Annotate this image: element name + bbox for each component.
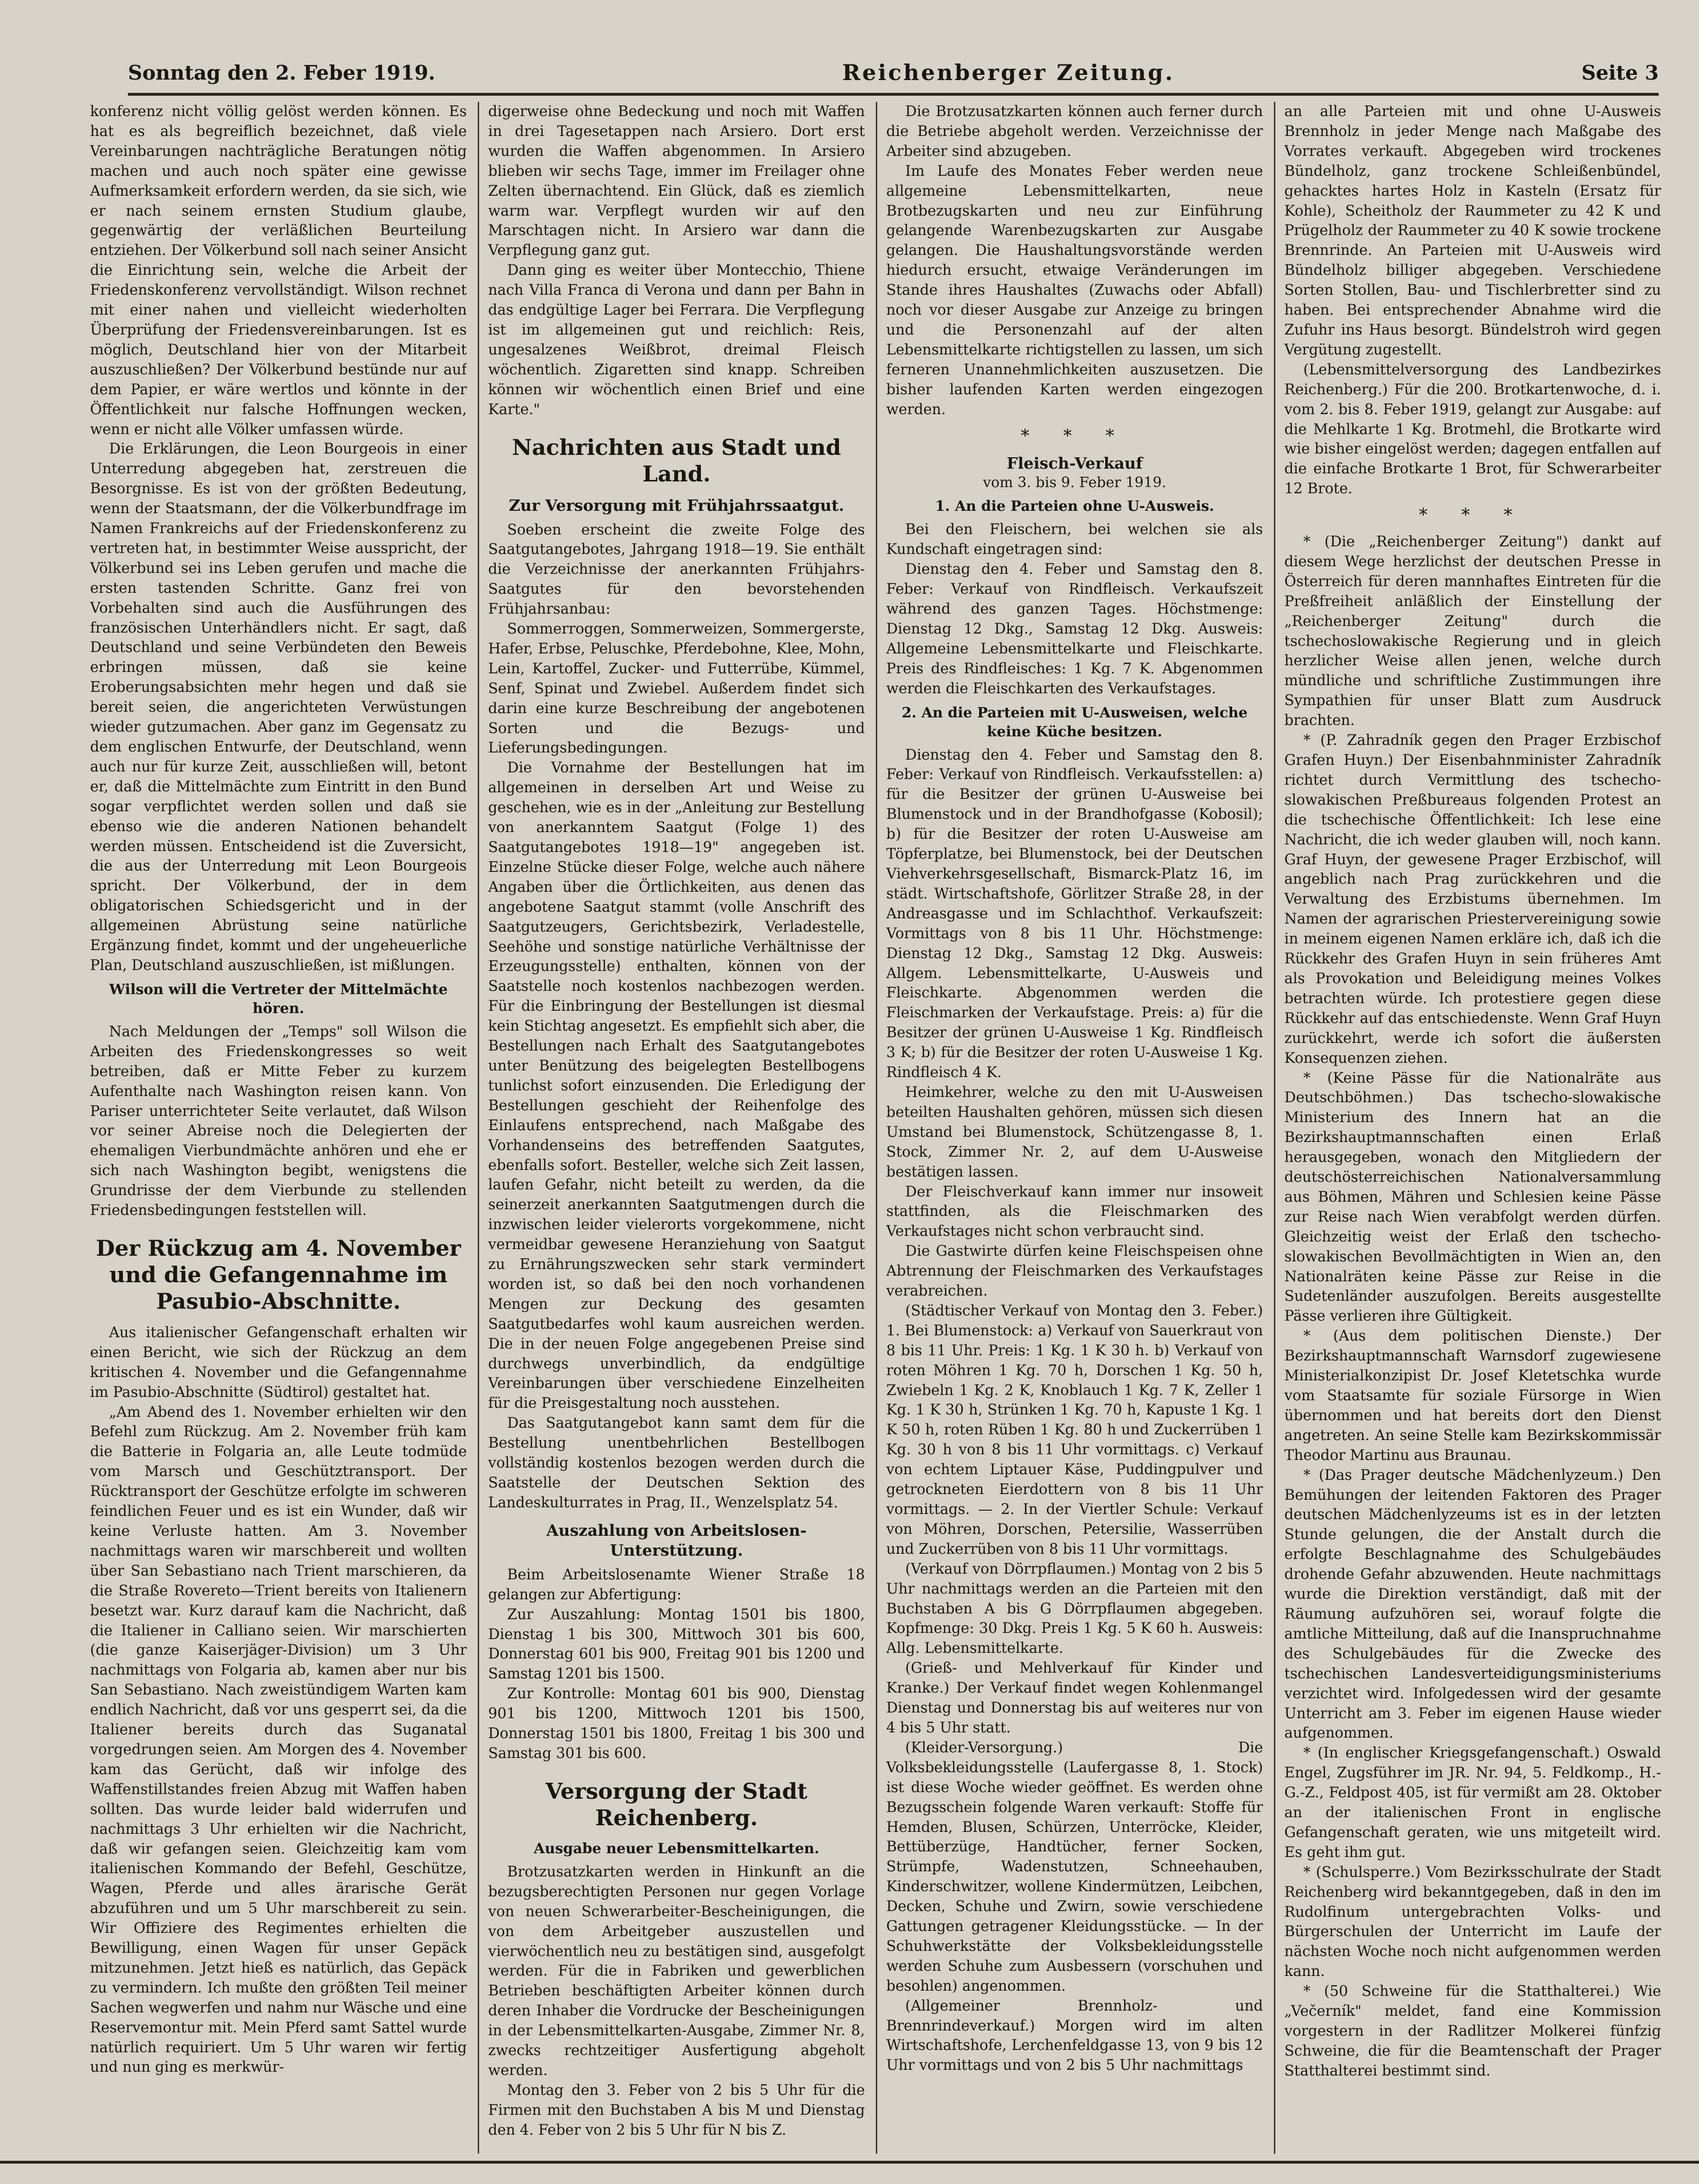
paragraph: (Allgemeiner Brennholz- und Brennrindeverkauf.) Morgen wird im alten Wirtschaftshofe, Lerchenfeldgasse 13, von 9 bis 12 Uhr vormittags und von 2 bis 5 Uhr nachmittags <box>886 1997 1263 2074</box>
paragraph: Die Brotzusatzkarten können auch ferner durch die Betriebe abgeholt werden. Verzeichnisse der Arbeiter sind abzugeben. <box>886 103 1263 160</box>
section-separator: * * * <box>1021 426 1128 446</box>
section-headline: Versorgung der Stadt Reichenberg. <box>545 1778 808 1831</box>
paragraph: Die Gastwirte dürfen keine Fleischspeisen ohne Abtrennung der Fleischmarken des Verkaufstages verabreichen. <box>886 1243 1263 1300</box>
column-rule <box>1274 102 1275 2154</box>
paragraph: * (50 Schweine für die Statthalterei.) Wie „Večerník" meldet, fand eine Kommission vorgestern in der Radlitzer Molkerei fünfzig Schweine, die für die Beamtenschaft der Prager Statthalterei bestimmt sind. <box>1284 1983 1661 2079</box>
column-2 <box>488 102 865 2154</box>
column-4 <box>1284 102 1661 2154</box>
columns <box>90 102 1682 2154</box>
subheading: Fleisch-Verkauf <box>1007 454 1143 473</box>
paragraph: an alle Parteien mit und ohne U-Ausweis Brennholz in jeder Menge nach Maßgabe des Vorrates verkauft. Abgegeben wird trockenes Bündelholz, ganz trockene Schleißenbündel, gehacktes hartes Holz in Kasteln (Ersatz für Kohle), Scheitholz der Raummeter zu 42 K und Prügelholz der Raummeter zu 40 K sowie trockene Brennrinde. An Parteien mit U-Ausweis wird Bündelholz billiger abgegeben. Verschiedene Sorten Stollen, Bau- und Tischlerbretter sind zu haben. Bei entsprechender Abnahme wird die Zufuhr ins Haus besorgt. Bündelstroh wird gegen Vergütung zugestellt. <box>1284 103 1661 358</box>
paragraph: * (P. Zahradník gegen den Prager Erzbischof Grafen Huyn.) Der Eisenbahnminister Zahradník richtet durch Vermittlung des tschecho-slowakischen Preßbureaus folgenden Protest an die tschechische Öffentlichkeit: Ich lese eine Nachricht, die ich weder glauben will, noch kann. Graf Huyn, der gewesene Prager Erzbischof, will angeblich nach Prag zurückkehren und die Verwaltung des Erzbistums übernehmen. Im Namen der agrarischen Priestervereinigung sowie in meinem eigenen Namen erkläre ich, daß ich die Rückkehr des Grafen Huyn in sein früheres Amt als Provokation und Beleidigung meines Volkes betrachten würde. Ich protestiere gegen diese Rückkehr auf das entschiedenste. Wenn Graf Huyn zurückkehrt, werde ich sofort die äußersten Konsequenzen ziehen. <box>1284 732 1661 1067</box>
paragraph: Beim Arbeitslosenamte Wiener Straße 18 gelangen zur Abfertigung: <box>488 1566 865 1603</box>
paragraph: (Lebensmittelversorgung des Landbezirkes Reichenberg.) Für die 200. Brotkartenwoche, d. i. vom 2. bis 8. Feber 1919, gelangt zur Ausgabe: auf die Mehlkarte 1 Kg. Brotmehl, die Brotkarte wird wie bisher eingelöst werden; dagegen entfallen auf die einfache Brotkarte 1 Brot, für Schwerarbeiter 12 Brote. <box>1284 361 1661 498</box>
paragraph: Der Fleischverkauf kann immer nur insoweit stattfinden, als die Fleischmarken des Verkaufstages nicht schon verbraucht sind. <box>886 1183 1263 1240</box>
column-1 <box>90 102 467 2154</box>
paragraph: Brotzusatzkarten werden in Hinkunft an die bezugsberechtigten Personen nur gegen Vorlage von neuen Schwerarbeiter-Bescheinigungen, die von dem Arbeitgeber auszustellen und vierwöchentlich neu zu bestätigen sind, ausgefolgt werden. Für die in Fabriken und gewerblichen Betrieben beschäftigten Arbeiter können durch deren Inhaber die Vordrucke der Bescheinigungen in der Lebensmittelkarten-Ausgabe, Zimmer Nr. 8, zwecks rechtzeitiger Ausfertigung abgeholt werden. <box>488 1863 865 2079</box>
masthead: Reichenberger Zeitung. <box>842 60 1175 85</box>
paragraph: * (Keine Pässe für die Nationalräte aus Deutschböhmen.) Das tschecho-slowakische Ministerium des Innern hat an die Bezirkshauptmannschaften einen Erlaß herausgegeben, wonach den Mitgliedern der deutschösterreichischen Nationalversammlung aus Böhmen, Mähren und Schlesien keine Pässe zur Reise nach Wien verabfolgt werden dürfen. Gleichzeitig weist der Erlaß den tschecho-slowakischen Bevollmächtigten in Wien an, den Nationalräten keine Pässe zur Reise in die Sudetenländer auszufolgen. Bereits ausgestellte Pässe verlieren ihre Gültigkeit. <box>1284 1069 1661 1325</box>
subheading: Zur Versorgung mit Frühjahrssaatgut. <box>509 496 845 515</box>
paragraph: konferenz nicht völlig gelöst werden können. Es hat es als begreiflich bezeichnet, daß viele Vereinbarungen nachträgliche Beratungen nötig machen und auch noch später eine gewisse Aufmerksamkeit erfordern werden, da sie sich, wie er nach seinem ernsten Studium glaube, gegenwärtig der verläßlichen Beurteilung entziehen. Der Völkerbund soll nach seiner Ansicht die Einrichtung sein, welche die Arbeit der Friedenskonferenz vervollständigt. Wilson rechnet mit einer nahen und vielleicht wiederholten Überprüfung der Friedensvereinbarungen. Ist es möglich, Deutschland hier von der Mitarbeit auszuschließen? Der Völkerbund bestünde nur auf dem Papier, er wäre wertlos und könnte in der Öffentlichkeit nur falsche Hoffnungen wecken, wenn er nicht alle Völker umfassen würde. <box>90 103 467 438</box>
paragraph: Zur Kontrolle: Montag 601 bis 900, Dienstag 901 bis 1200, Mittwoch 1201 bis 1500, Donnerstag 1501 bis 1800, Freitag 1 bis 300 und Samstag 301 bis 600. <box>488 1686 865 1762</box>
paragraph: Heimkehrer, welche zu den mit U-Ausweisen beteilten Haushalten gehören, müssen sich diesen Umstand bei Blumenstock, Schützengasse 8, 1. Stock, Zimmer Nr. 2, auf dem U-Ausweise bestätigen lassen. <box>886 1084 1263 1180</box>
paragraph: * (Schulsperre.) Vom Bezirksschulrate der Stadt Reichenberg wird bekanntgegeben, daß in den im Rudolfinum untergebrachten Volks- und Bürgerschulen der Unterricht im Laufe der nächsten Woche noch nicht aufgenommen werden kann. <box>1284 1864 1661 1980</box>
paragraph: Aus italienischer Gefangenschaft erhalten wir einen Bericht, wie sich der Rückzug an dem kritischen 4. November und die Gefangennahme im Pasubio-Abschnitte (Südtirol) gestaltet hat. <box>90 1324 467 1401</box>
paragraph: Dienstag den 4. Feber und Samstag den 8. Feber: Verkauf von Rindfleisch. Verkaufsstellen: a) für die Besitzer der grünen U-Ausweise bei Blumenstock und in der Brandhofgasse (Kobosil); b) für die Besitzer der roten U-Ausweise am Töpferplatze, bei Blumenstock, bei der Deutschen Viehverkehrsgesellschaft, Bismarck-Platz 16, im städt. Wirtschaftshofe, Görlitzer Straße 28, in der Andreasgasse und im Schlachthof. Verkaufszeit: Vormittags von 8 bis 11 Uhr. Höchstmenge: Dienstag 12 Dkg., Samstag 12 Dkg. Ausweis: Allgem. Lebensmittelkarte, U-Ausweis und Fleischkarte. Abgenommen werden die Fleischmarken der Verkaufstage. Preis: a) für die Besitzer der grünen U-Ausweise 1 Kg. Rindfleisch 3 K; b) für die Besitzer der roten U-Ausweise 1 Kg. Rindfleisch 4 K. <box>886 746 1263 1081</box>
subheading: Ausgabe neuer Lebensmittelkarten. <box>534 1840 819 1857</box>
column-rule <box>478 102 479 2154</box>
article-headline: Der Rückzug am 4. November und die Gefangennahme im Pasubio-Abschnitte. <box>96 1235 461 1314</box>
paragraph: Nach Meldungen der „Temps" soll Wilson die Arbeiten des Friedenskongresses so weit betreiben, daß er Mitte Feber zu kurzem Aufenthalte nach Washington reisen kann. Von Pariser unterrichteter Seite verlautet, daß Wilson vor seiner Abreise noch die Delegierten der ehemaligen Vierbundmächte anhören und ehe er sich nach Washington begibt, wenigstens die Grundrisse der dem Vierbunde zu stellenden Friedensbedingungen feststellen will. <box>90 1023 467 1219</box>
paragraph: Zur Auszahlung: Montag 1501 bis 1800, Dienstag 1 bis 300, Mittwoch 301 bis 600, Donnerstag 601 bis 900, Freitag 901 bis 1200 und Samstag 1201 bis 1500. <box>488 1606 865 1683</box>
paragraph: * (In englischer Kriegsgefangenschaft.) Oswald Engel, Zugsführer im JR. Nr. 94, 5. Feldkomp., H.-G.-Z., Feldpost 405, ist für vermißt am 28. Oktober an der italienischen Front in englische Gefangenschaft geraten, wie uns mitgeteilt wird. Es geht ihm gut. <box>1284 1745 1661 1861</box>
paragraph: (Grieß- und Mehlverkauf für Kinder und Kranke.) Der Verkauf findet wegen Kohlenmangel Dienstag und Donnerstag bis auf weiteres nur von 4 bis 5 Uhr statt. <box>886 1660 1263 1736</box>
paragraph: * (Aus dem politischen Dienste.) Der Bezirkshauptmannschaft Warnsdorf zugewiesene Ministerialkonzipist Dr. Josef Kletetschka wurde vom Staatsamte für soziale Fürsorge in Wien übernommen und hat bereits dort den Dienst angetreten. An seine Stelle kam Bezirkskommissär Theodor Martinu aus Braunau. <box>1284 1328 1661 1464</box>
bottom-border <box>0 2161 1699 2164</box>
column-3 <box>886 102 1263 2154</box>
issue-date: Sonntag den 2. Feber 1919. <box>128 61 436 84</box>
paragraph: Soeben erscheint die zweite Folge des Saatgutangebotes, Jahrgang 1918—19. Sie enthält die Verzeichnisse der anerkannten Frühjahrs-Saatgutes für den bevorstehenden Frühjahrsanbau: <box>488 521 865 618</box>
paragraph: Sommerroggen, Sommerweizen, Sommergerste, Hafer, Erbse, Peluschke, Pferdebohne, Klee, Mohn, Lein, Kartoffel, Zucker- und Futterrübe, Kümmel, Senf, Spinat und Zwiebel. Außerdem findet sich darin eine kurze Beschreibung der angebotenen Sorten und die Bezugs- und Lieferungsbedingungen. <box>488 621 865 757</box>
paragraph: (Kleider-Versorgung.) Die Volksbekleidungsstelle (Laufergasse 8, 1. Stock) ist diese Woche wieder geöffnet. Es werden ohne Bezugsschein folgende Waren verkauft: Stoffe für Hemden, Blusen, Schürzen, Unterröcke, Kleider, Bettüberzüge, Handtücher, ferner Socken, Strümpfe, Wadenstutzen, Schneehauben, Kinderschwitzer, wollene Kindermützen, Leibchen, Decken, Schuhe und Zwirn, sowie verschiedene Gattungen getragener Kleidungsstücke. — In der Schuhwerkstätte der Volksbekleidungsstelle werden Schuhe zum Ausbessern (vorschuhen und besohlen) angenommen. <box>886 1739 1263 1994</box>
paragraph: (Verkauf von Dörrpflaumen.) Montag von 2 bis 5 Uhr nachmittags werden an die Parteien mit den Buchstaben A bis G Dörrpflaumen abgegeben. Kopfmenge: 30 Dkg. Preis 1 Kg. 5 K 60 h. Ausweis: Allg. Lebensmittelkarte. <box>886 1560 1263 1657</box>
column-rule <box>876 102 877 2154</box>
paragraph: Das Saatgutangebot kann samt dem für die Bestellung unentbehrlichen Bestellbogen vollständig kostenlos bezogen werden durch die Saatstelle der Deutschen Sektion des Landeskulturrates in Prag, II., Wenzelsplatz 54. <box>488 1415 865 1511</box>
paragraph: digerweise ohne Bedeckung und noch mit Waffen in drei Tagesetappen nach Arsiero. Dort erst wurden die Waffen abgenommen. In Arsiero blieben wir sechs Tage, immer im Freilager ohne Zelten übernachtend. Ein Glück, daß es ziemlich warm war. Verpflegt wurden wir auf den Marschtagen nicht. In Arsiero war dann die Verpflegung ganz gut. <box>488 103 865 259</box>
subheading: Auszahlung von Arbeitslosen-Unterstützung. <box>546 1521 807 1559</box>
page-header <box>128 52 1659 96</box>
paragraph: * (Das Prager deutsche Mädchenlyzeum.) Den Bemühungen der leitenden Faktoren des Prager deutschen Mädchenlyzeums ist es in der letzten Stunde gelungen, die der Anstalt durch die erfolgte Beschlagnahme des Schulgebäudes drohende Gefahr abzuwenden. Heute nachmittags wurde die Direktion verständigt, daß mit der Räumung aufzuhören sei, worauf folgte die amtliche Mitteilung, daß auf die Inanspruchnahme des Schulgebäudes für die Zwecke des tschechischen Landesverteidigungsministeriums verzichtet wird. Infolgedessen wird der gesamte Unterricht am 3. Feber im eigenen Hause wieder aufgenommen. <box>1284 1467 1661 1742</box>
subheading: 1. An die Parteien ohne U-Ausweis. <box>935 498 1214 515</box>
paragraph: Die Erklärungen, die Leon Bourgeois in einer Unterredung abgegeben hat, zerstreuen die Besorgnisse. Es ist von der größten Bedeutung, wenn der Staatsmann, der die Völkerbundfrage im Namen Frankreichs auf der Friedenskonferenz zu vertreten hat, in bestimmter Weise ausspricht, der Völkerbund sei ins Leben gerufen und mache die ersten tastenden Schritte. Ganz frei von Vorbehalten sind auch die Ausführungen des französischen Unterhändlers nicht. Er sagt, daß Deutschland und seine Verbündeten den Beweis erbringen müssen, daß sie keine Eroberungsabsichten mehr hegen und daß sie bereit seien, die angerichteten Verwüstungen wieder gutzumachen. Aber ganz im Gegensatz zu dem englischen Entwurfe, der Deutschland, wenn auch nur für kurze Zeit, ausschließen will, betont er, daß die Mittelmächte zum Eintritt in den Bund sogar verpflichtet werden sollen und daß sie ebenso wie die anderen Nationen behandelt werden müssen. Entscheidend ist die Zuversicht, die aus der Unterredung mit Leon Bourgeois spricht. Der Völkerbund, der in dem obligatorischen Schiedsgericht und in der allgemeinen Abrüstung seine natürliche Ergänzung findet, kommt und der ungeheuerliche Plan, Deutschland auszuschließen, ist mißlungen. <box>90 441 467 974</box>
paragraph: * (Die „Reichenberger Zeitung") dankt auf diesem Wege herzlichst der deutschen Presse in Österreich für deren mannhaftes Eintreten für die Preßfreiheit anläßlich der Einstellung der „Reichenberger Zeitung" durch die tschechoslowakische Regierung und in gleich herzlicher Weise allen jenen, welche durch mündliche und schriftliche Zustimmungen ihre Sympathien für unser Blatt zum Ausdruck brachten. <box>1284 534 1661 729</box>
paragraph: „Am Abend des 1. November erhielten wir den Befehl zum Rückzug. Am 2. November früh kam die Batterie in Folgaria an, alle Leute todmüde vom Marsch und Geschütztransport. Der Rücktransport der Geschütze erfolgte im schweren feindlichen Feuer und es ist ein Wunder, daß wir keine Verluste hatten. Am 3. November nachmittags waren wir marschbereit und wollten über San Sebastiano nach Trient marschieren, da die Straße Rovereto—Trient bereits von Italienern besetzt war. Kurz darauf kam die Nachricht, daß die Italiener in Calliano seien. Wir marschierten (die ganze Kaiserjäger-Division) um 3 Uhr nachmittags von Folgaria ab, kamen aber nur bis San Sebastiano. Nach zweistündigem Warten kam endlich Nachricht, daß vor uns gesperrt sei, da die Italiener bereits durch das Suganatal vorgedrungen seien. Am Morgen des 4. November kam das Gerücht, daß wir infolge des Waffenstillstandes freien Abzug mit Waffen haben sollten. Das wurde leider bald widerrufen und nachmittags 3 Uhr erhielten wir die Nachricht, daß wir gefangen seien. Gleichzeitig kam vom italienischen Kommando der Befehl, Geschütze, Wagen, Pferde und alles ärarische Gerät abzuführen und um 5 Uhr marschbereit zu sein. Wir Offiziere des Regimentes erhielten die Bewilligung, einen Wagen für unser Gepäck mitzunehmen. Jetzt hieß es natürlich, das Gepäck zu vermindern. Ich mußte den größten Teil meiner Sachen wegwerfen und nahm nur Wäsche und eine Reservemontur mit. Mein Pferd samt Sattel wurde natürlich requiriert. Um 5 Uhr waren wir fertig und nun ging es merkwür- <box>90 1404 467 2076</box>
paragraph: Montag den 3. Feber von 2 bis 5 Uhr für die Firmen mit den Buchstaben A bis M und Dienstag den 4. Feber von 2 bis 5 Uhr für N bis Z. <box>488 2082 865 2139</box>
page-number: Seite 3 <box>1581 61 1659 84</box>
subheading: vom 3. bis 9. Feber 1919. <box>983 474 1166 491</box>
paragraph: Dann ging es weiter über Montecchio, Thiene nach Villa Franca di Verona und dann per Bahn in das endgültige Lager bei Ferrara. Die Verpflegung ist im allgemeinen gut und reichlich: Reis, ungesalzenes Weißbrot, dreimal Fleisch wöchentlich. Zigaretten sind knapp. Schreiben können wir wöchentlich einen Brief und eine Karte." <box>488 262 865 418</box>
paragraph: (Städtischer Verkauf von Montag den 3. Feber.) 1. Bei Blumenstock: a) Verkauf von Sauerkraut von 8 bis 11 Uhr. Preis: 1 Kg. 1 K 30 h. b) Verkauf von roten Möhren 1 Kg. 70 h, Dorschen 1 Kg. 50 h, Zwiebeln 1 Kg. 2 K, Knoblauch 1 Kg. 7 K, Zeller 1 Kg. 1 K 30 h, Strünken 1 Kg. 70 h, Kapuste 1 Kg. 1 K 50 h, roten Rüben 1 Kg. 80 h und Zuckerrüben 1 Kg. 30 h von 8 bis 11 Uhr vormittags. c) Verkauf von echtem Liptauer Käse, Puddingpulver und getrockneten Eierdottern von 8 bis 11 Uhr vormittags. — 2. In der Viertler Schule: Verkauf von Möhren, Dorschen, Petersilie, Wasserrüben und Zuckerrüben von 8 bis 11 Uhr vormittags. <box>886 1302 1263 1558</box>
subheading: Wilson will die Vertreter der Mittelmächte hören. <box>109 981 448 1017</box>
section-headline: Nachrichten aus Stadt und Land. <box>512 434 841 487</box>
paragraph: Die Vornahme der Bestellungen hat im allgemeinen in derselben Art und Weise zu geschehen, wie es in der „Anleitung zur Bestellung von anerkanntem Saatgut (Folge 1) des Saatgutangebotes 1918—19" angegeben ist. Einzelne Stücke dieser Folge, welche auch nähere Angaben über die Örtlichkeiten, aus denen das angebotene Saatgut stammt (volle Anschrift des Saatgutzeugers, Gerichtsbezirk, Verladestelle, Seehöhe und sonstige natürliche Verhältnisse der Erzeugungsstelle) enthalten, können von der Saatstelle noch kostenlos nachbezogen werden. Für die Einbringung der Bestellungen ist diesmal kein Stichtag angesetzt. Es empfiehlt sich aber, die Bestellungen nach Erhalt des Saatgutangebotes unter Benützung des beigelegten Bestellbogens tunlichst sofort einzusenden. Die Erledigung der Bestellungen geschieht der Reihenfolge des Einlaufens entsprechend, nach Maßgabe des Vorhandenseins des betreffenden Saatgutes, ebenfalls sofort. Besteller, welche sich Zeit lassen, laufen Gefahr, nicht beteilt zu werden, da die seinerzeit anerkannten Saatgutmengen durch die inzwischen leider vielerorts vorgekommene, nicht vermeidbar gewesene Heranziehung von Saatgut zu Ernährungszwecken sehr stark vermindert worden ist, so daß bei den noch vorhandenen Mengen zur Deckung des gesamten Saatgutbedarfes wohl kaum ausreichen werden. Die in der neuen Folge angegebenen Preise sind durchwegs unverbindlich, da endgültige Vereinbarungen über verschiedene Einzelheiten für die Preisgestaltung noch ausstehen. <box>488 760 865 1412</box>
subheading: 2. An die Parteien mit U-Ausweisen, welche keine Küche besitzen. <box>901 704 1248 740</box>
paragraph: Bei den Fleischern, bei welchen sie als Kundschaft eingetragen sind: <box>886 521 1263 558</box>
section-separator: * * * <box>1419 506 1526 526</box>
paragraph: Im Laufe des Monates Feber werden neue allgemeine Lebensmittelkarten, neue Brotbezugskarten und neu zur Einführung gelangende Warenbezugskarten zur Ausgabe gelangen. Die Haushaltungsvorstände werden hiedurch ersucht, etwaige Veränderungen im Stande ihres Haushaltes (Zuwachs oder Abfall) noch vor dieser Ausgabe zur Anzeige zu bringen und die Personenzahl auf der alten Lebensmittelkarte richtigstellen zu lassen, um sich ferneren Unannehmlichkeiten auszusetzen. Die bisher laufenden Karten werden eingezogen werden. <box>886 163 1263 418</box>
paragraph: Dienstag den 4. Feber und Samstag den 8. Feber: Verkauf von Rindfleisch. Verkaufszeit während des ganzen Tages. Höchstmenge: Dienstag 12 Dkg., Samstag 12 Dkg. Ausweis: Allgemeine Lebensmittelkarte und Fleischkarte. Preis des Rindfleisches: 1 Kg. 7 K. Abgenommen werden die Fleischkarten des Verkaufstages. <box>886 561 1263 697</box>
